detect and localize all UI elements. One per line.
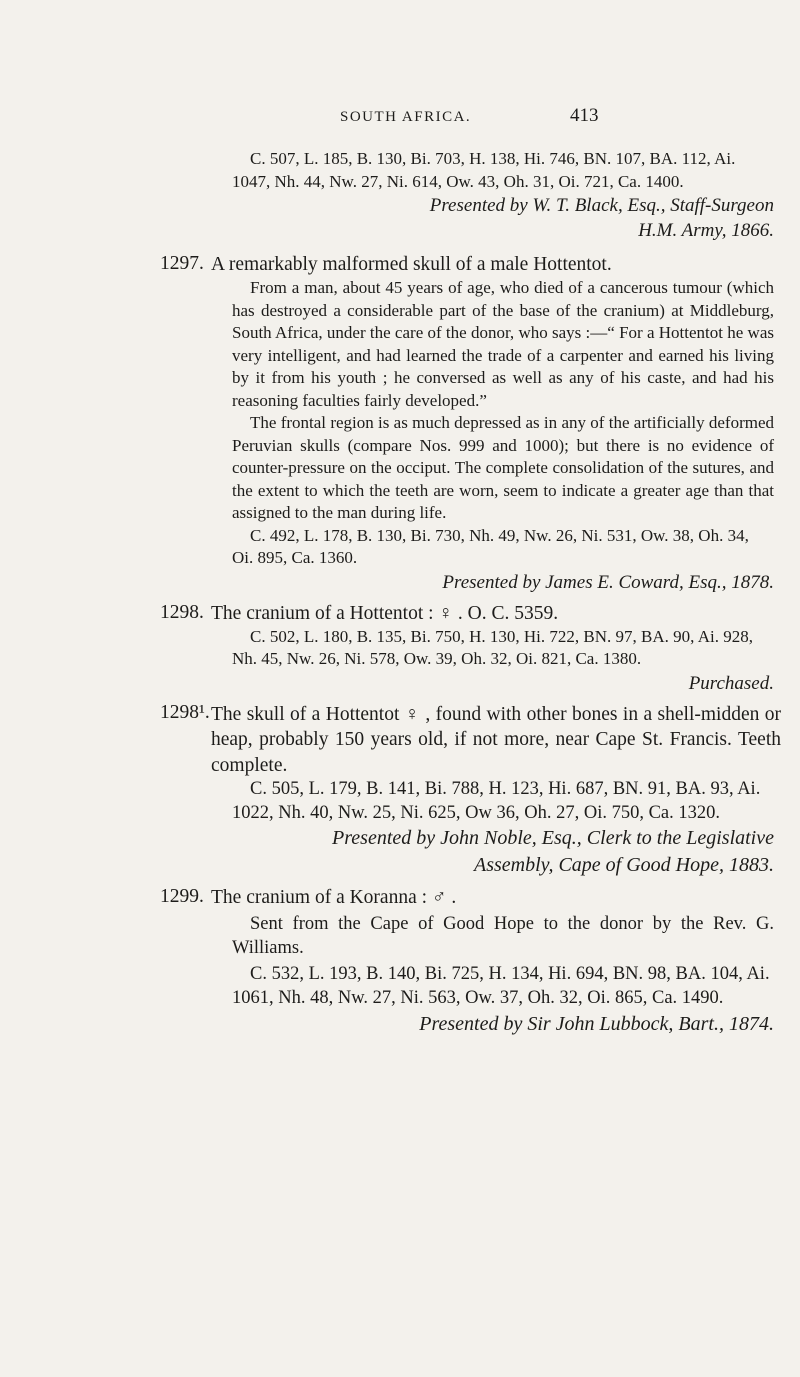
page-content xyxy=(0,148,800,1038)
donor-line: H.M. Army, 1866. xyxy=(638,220,774,241)
entry-heading: The skull of a Hottentot ♀ , found with other bones in a shell-midden or heap, probably 150 years old, if not more, near Cape St. Francis. Teeth complete. xyxy=(211,703,781,776)
page-number: 413 xyxy=(570,105,599,126)
entry-heading: A remarkably malformed skull of a male Hottentot. xyxy=(211,254,612,275)
entry-continuation xyxy=(0,148,800,243)
entry-1297 xyxy=(0,252,800,595)
donor-line: Presented by W. T. Black, Esq., Staff-Surgeon xyxy=(429,195,774,216)
entry-1299 xyxy=(0,885,800,1038)
donor-line: Presented by James E. Coward, Esq., 1878. xyxy=(442,571,774,593)
measurements: C. 502, L. 180, B. 135, Bi. 750, H. 130, Hi. 722, BN. 97, BA. 90, Ai. 928, Nh. 45, Nw. 26, Ni. 578, Ow. 39, Oh. 32, Oi. 821, Ca. 1380. xyxy=(232,626,753,668)
donor-line: Assembly, Cape of Good Hope, 1883. xyxy=(474,854,774,876)
entry-number: 1298. xyxy=(160,601,204,623)
measurements: C. 532, L. 193, B. 140, Bi. 725, H. 134, Hi. 694, BN. 98, BA. 104, Ai. 1061, Nh. 48, Nw. 27, Ni. 563, Ow. 37, Oh. 32, Oi. 865, Ca. 1490. xyxy=(232,964,770,1008)
entry-description: Sent from the Cape of Good Hope to the donor by the Rev. G. Williams. xyxy=(232,914,774,958)
measurements: C. 505, L. 179, B. 141, Bi. 788, H. 123, Hi. 687, BN. 91, BA. 93, Ai. 1022, Nh. 40, Nw. 25, Ni. 625, Ow 36, Oh. 27, Oi. 750, Ca. 1320. xyxy=(232,779,761,823)
donor-line: Presented by Sir John Lubbock, Bart., 1874. xyxy=(419,1013,774,1035)
entry-description: The frontal region is as much depressed as in any of the artificially deformed Peruvian skulls (compare Nos. 999 and 1000); but there is no evidence of counter-pressure on the occiput. The complete consolidation of the sutures, and the extent to which the teeth are worn, seem to indicate a greater age than that assigned to the man during life. xyxy=(232,413,774,522)
measurements: C. 507, L. 185, B. 130, Bi. 703, H. 138, Hi. 746, BN. 107, BA. 112, Ai. 1047, Nh. 44, Nw. 27, Ni. 614, Ow. 43, Oh. 31, Oi. 721, Ca. 1400. xyxy=(232,149,736,191)
entry-number: 1298¹. xyxy=(160,701,210,723)
donor-line: Purchased. xyxy=(688,672,774,694)
donor-line: Presented by John Noble, Esq., Clerk to the Legislative xyxy=(332,827,774,849)
measurements: C. 492, L. 178, B. 130, Bi. 730, Nh. 49, Nw. 26, Ni. 531, Ow. 38, Oh. 34, Oi. 895, Ca. 1360. xyxy=(232,525,749,567)
entry-1298 xyxy=(0,601,800,696)
entry-description: From a man, about 45 years of age, who died of a cancerous tumour (which has destroyed a considerable part of the base of the cranium) at Middleburg, South Africa, under the care of the donor, who says :—“ For a Hottentot he was very intelligent, and had learned the trade of a carpenter and earned his living by it from his youth ; he conversed as well as any of his caste, and had his reasoning faculties fairly developed.” xyxy=(232,278,774,410)
entry-number: 1297. xyxy=(160,253,204,274)
entry-number: 1299. xyxy=(160,886,204,907)
running-title: SOUTH AFRICA. xyxy=(340,109,472,125)
entry-1298-1 xyxy=(0,702,800,880)
page-header xyxy=(0,105,800,145)
entry-heading: The cranium of a Hottentot : ♀ . O. C. 5359. xyxy=(211,602,559,624)
entry-heading: The cranium of a Koranna : ♂ . xyxy=(211,887,457,908)
